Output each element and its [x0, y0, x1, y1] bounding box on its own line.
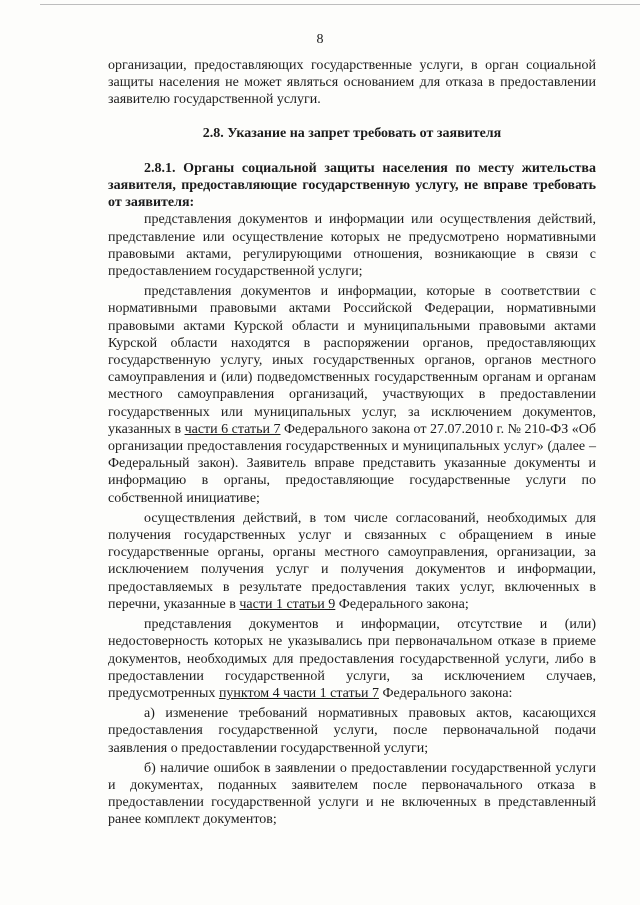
clause-2-8-1: 2.8.1. Органы социальной защиты населения по месту жительства заявителя, предоставляющие государственную услугу, не вправе требовать от заявителя:	[108, 160, 596, 211]
paragraph-continuation: организации, предоставляющих государственные услуги, в орган социальной защиты населения не может являться основанием для отказа в предоставлении заявителю государственной услуги.	[108, 58, 596, 108]
paragraph-requirement-3	[108, 510, 596, 613]
paragraph-text: представления документов и информации, отсутствие и (или) недостоверность которых не указывались при первоначальном отказе в приеме документов, необходимых для предоставления государственной услуги, либо в предоставлении государственной услуги, за исключением случаев, предусмотренных	[108, 617, 596, 701]
paragraph-requirement-4	[108, 616, 596, 702]
paragraph-requirement-2	[108, 283, 596, 507]
scan-top-edge-line	[40, 4, 640, 5]
law-reference-link[interactable]: части 6 статьи 7	[184, 421, 281, 437]
paragraph-text: Федерального закона:	[379, 685, 513, 701]
list-item-b: б) наличие ошибок в заявлении о предоставлении государственной услуги и документах, поданных заявителем после первоначального отказа в предоставлении государственной услуги и не включенных в представленный ранее комплект документов;	[108, 760, 596, 828]
paragraph-text: Федерального закона;	[335, 596, 469, 612]
law-reference-link[interactable]: части 1 статьи 9	[239, 596, 336, 612]
paragraph-text: Федерального закона от 27.07.2010 г. № 210-ФЗ «Об организации предоставления государственных и муниципальных услуг» (далее – Федеральный закон). Заявитель вправе представить указанные документы и информацию в органы, предоставляющие государственные услуги по собственной инициативе;	[108, 421, 596, 506]
section-heading: 2.8. Указание на запрет требовать от заявителя	[202, 125, 502, 141]
document-body	[108, 57, 596, 829]
paragraph-text: осуществления действий, в том числе согласований, необходимых для получения государственных услуг и связанных с обращением в иные государственные органы, органы местного самоуправления, организации, за исключением получения услуг и получения документов и информации, предоставляемых в результате предоставления таких услуг, включенных в перечни, указанные в	[108, 510, 596, 612]
page-number: 8	[316, 32, 324, 47]
paragraph-text: представления документов и информации, которые в соответствии с нормативными правовыми актами Российской Федерации, нормативными правовыми актами Курской области и муниципальными правовыми актами Курской области находятся в распоряжении органов, предоставляющих государственную услугу, иных государственных органов, органов местного самоуправления и (или) подведомственных государственным органам и органам местного самоуправления организаций, участвующих в предоставлении государственных или муниципальных услуг, за исключением документов, указанных в	[108, 284, 596, 437]
law-reference-link[interactable]: пунктом 4 части 1 статьи 7	[218, 685, 379, 701]
paragraph-requirement-1: представления документов и информации или осуществления действий, представление или осуществление которых не предусмотрено нормативными правовыми актами, регулирующими отношения, возникающие в связи с предоставлением государственной услуги;	[108, 212, 596, 280]
list-item-a: а) изменение требований нормативных правовых актов, касающихся предоставления государственной услуги, после первоначальной подачи заявления о предоставлении государственной услуги;	[108, 706, 596, 756]
